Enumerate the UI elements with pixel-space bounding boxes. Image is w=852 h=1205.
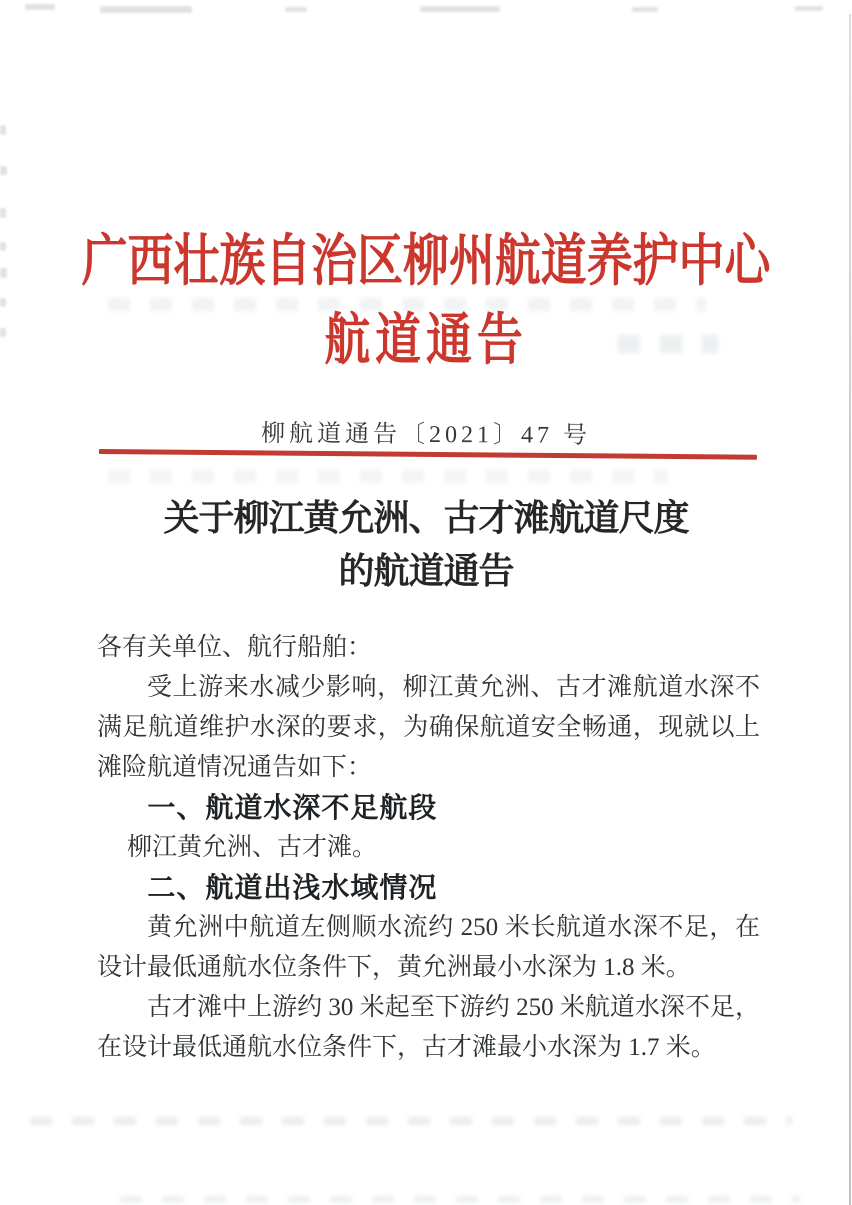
scan-artifact	[0, 242, 6, 251]
notice-title	[0, 492, 852, 598]
bleed-through-ghost	[120, 1196, 800, 1203]
scan-artifact	[25, 4, 55, 10]
section-2-paragraph-1: 黄允洲中航道左侧顺水流约 250 米长航道水深不足，在设计最低通航水位条件下，黄允洲最小水深为 1.8 米。	[97, 914, 760, 981]
section-1-paragraph: 柳江黄允洲、古才滩。	[127, 834, 378, 861]
salutation: 各有关单位、航行船舶：	[97, 634, 373, 661]
notice-body	[97, 628, 760, 1068]
scan-artifact	[795, 6, 823, 11]
intro-paragraph: 受上游来水减少影响，柳江黄允洲、古才滩航道水深不满足航道维护水深的要求，为确保航道安全畅通，现就以上滩险航道情况通告如下：	[97, 674, 760, 781]
scan-artifact	[632, 7, 658, 12]
notice-title-line2: 的航道通告	[338, 551, 514, 591]
org-name: 广西壮族自治区柳州航道养护中心	[81, 231, 771, 293]
scan-edge-line	[849, 14, 851, 1205]
scan-artifact	[100, 6, 192, 13]
notice-title-line1: 关于柳江黄允洲、古才滩航道尺度	[163, 498, 689, 538]
section-2-paragraph-2: 古才滩中上游约 30 米起至下游约 250 米航道水深不足，在设计最低通航水位条件下，古才滩最小水深为 1.7 米。	[97, 994, 760, 1061]
scan-artifact	[0, 125, 6, 135]
scan-artifact	[0, 268, 7, 278]
bleed-through-ghost	[108, 470, 668, 483]
scan-artifact	[0, 208, 6, 218]
bleed-through-ghost	[30, 1117, 792, 1125]
scan-artifact	[0, 298, 6, 307]
red-separator-line	[99, 449, 757, 460]
section-2-heading: 二、航道出浅水域情况	[147, 872, 438, 903]
doc-number: 柳航道通告〔2021〕47 号	[260, 421, 592, 449]
scan-artifact	[0, 166, 7, 175]
doc-type-title: 航道通告	[324, 310, 528, 372]
section-1-heading: 一、航道水深不足航段	[147, 792, 438, 823]
letterhead	[77, 222, 776, 380]
scan-artifact	[285, 7, 307, 12]
scan-artifact	[420, 6, 500, 12]
scan-artifact	[0, 328, 6, 337]
